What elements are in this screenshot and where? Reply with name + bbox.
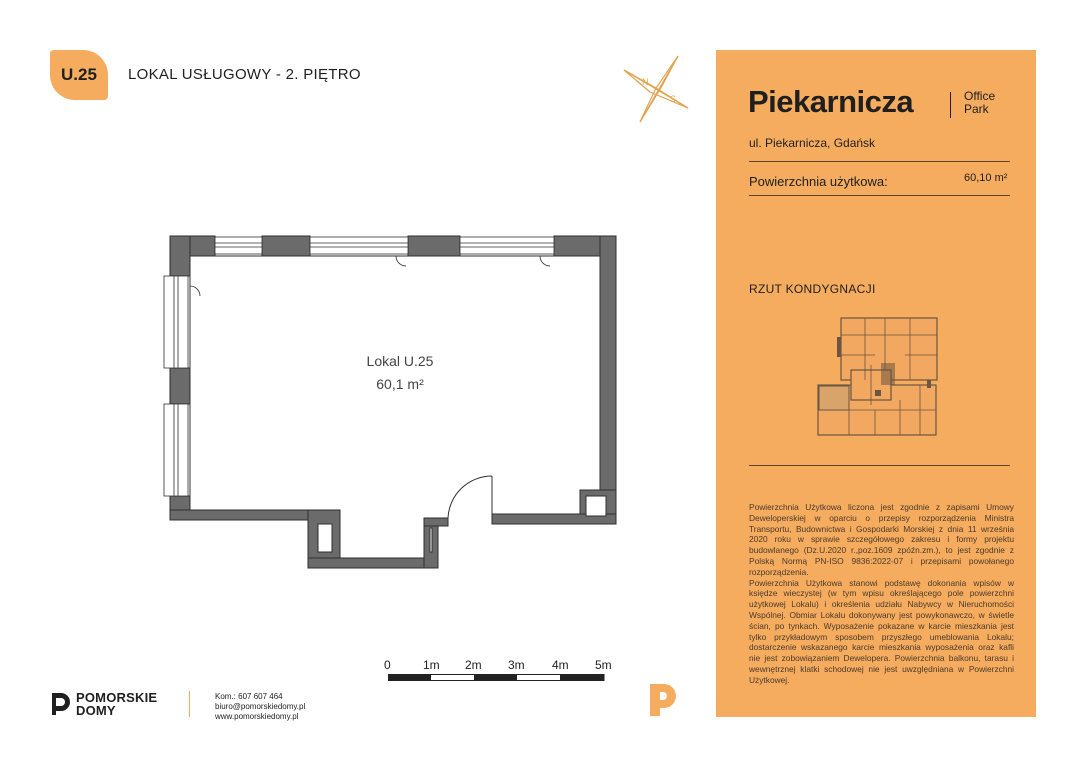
scale-label: 1m [423,658,440,672]
legal-notes-paragraph: Powierzchnia Użytkowa stanowi podstawę dokonania wpisów w księdze wieczystej (w tym wpisu określającego pole powierzchni użytkowej Lokalu) i określenia udziału Nabywcy w Nieruchomości Wspólnej. Obmiar Lokalu dokonywany jest powykonawczo, w świetle ścian, po tynkach. Wyposażenie pokazane w karcie mieszkania jest tylko przykładowym sposobem przyszłego umeblowania Lokalu; dostarczenie wskazanego karcie mieszkania wyposażenia oraz kafli nie jest zobowiązaniem Dewelopera. Powierzchnia balkonu, tarasu i wewnętrznej klatki schodowej nie jest uwzględniana w Powierzchni Użytkowej. [749,577,1014,685]
legal-notes [749,502,1014,686]
company-logo-icon [50,691,72,717]
scale-label: 2m [465,658,482,672]
legal-notes-paragraph: Powierzchnia Użytkowa liczona jest zgodnie z zapisami Umowy Deweloperskiej w oparciu o przepisy rozporządzenia Ministra Transportu, Budownictwa i Gospodarki Morskiej z dnia 11 września 2020 roku w sprawie szczegółowego zakresu i formy projektu budowlanego (Dz.U.2020 r.,poz.1609 zpóźn.zm.), to jest zgodnie z Polską Normą PN-ISO 9836:2022-07 i przepisami powołanego rozporządzenia. [749,502,1014,577]
company-name-line: POMORSKIE [76,690,158,705]
highlighted-unit [819,386,849,410]
company-name [76,691,157,717]
divider [749,465,1010,466]
entrance-door [448,476,492,518]
wall-segment [600,236,616,521]
area-value: 60,10 m² [964,172,1008,184]
scale-label: 0 [384,658,391,672]
brand-subtitle [964,90,995,116]
wall-segment [408,236,460,256]
scale-bar [388,674,608,682]
compass-north-letter: N [642,77,649,87]
wall-segment [424,518,448,526]
unit-badge [50,50,108,100]
address: ul. Piekarnicza, Gdańsk [749,136,876,150]
divider [749,195,1010,196]
unit-title: LOKAL USŁUGOWY - 2. PIĘTRO [128,66,361,83]
email-link[interactable]: biuro@pomorskiedomy.pl [215,702,306,711]
compass-south-letter: S [670,94,677,104]
area-label: Powierzchnia użytkowa: [749,174,888,189]
wall-segment [170,368,190,404]
room-area: 60,1 m² [376,376,424,392]
contact-info [215,692,305,722]
wall-segment [170,510,308,520]
phone-text: Kom.: 607 607 464 [215,692,283,701]
floor-overview-heading: RZUT KONDYGNACJI [749,282,876,296]
wall-segment [308,558,436,568]
scale-label: 3m [508,658,525,672]
brand-subtitle-line: Office [964,89,996,103]
company-name-line: DOMY [76,703,116,718]
floor-plan [160,228,625,573]
room-name: Lokal U.25 [366,353,434,369]
brand-name: Piekarnicza [748,84,914,119]
brand-p-logo-icon [648,682,678,718]
wall-segment [262,236,310,256]
compass-icon [620,52,692,126]
unit-badge-label: U.25 [61,65,97,84]
footer-divider [189,691,190,717]
floor-overview-map [815,315,943,440]
wall-segment [170,236,190,276]
scale-label: 5m [595,658,612,672]
brand-divider [950,92,951,118]
scale-label: 4m [552,658,569,672]
divider [749,161,1010,162]
website-link[interactable]: www.pomorskiedomy.pl [215,712,299,721]
brand-subtitle-line: Park [964,102,989,116]
